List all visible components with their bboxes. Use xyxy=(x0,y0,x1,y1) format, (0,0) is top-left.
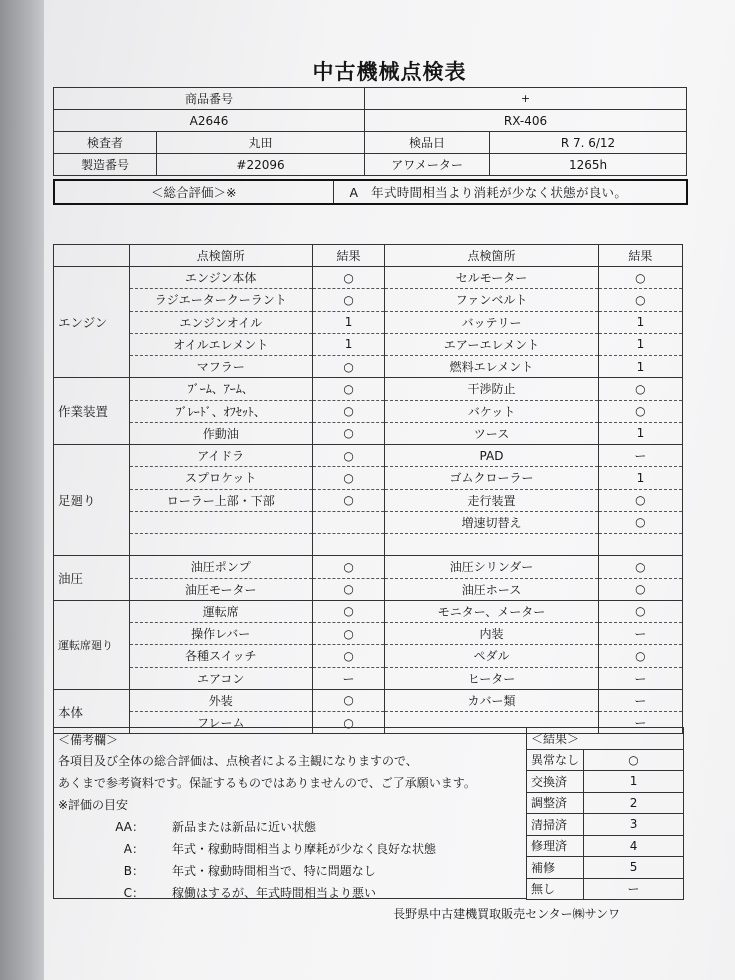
check-result: ○ xyxy=(312,689,384,711)
section-header-cell xyxy=(54,245,130,267)
criteria-text-c: 稼働はするが、年式時間相当より悪い xyxy=(172,886,377,900)
check-result: ○ xyxy=(312,600,384,622)
check-item: 運転席 xyxy=(129,600,312,622)
checklist-row xyxy=(54,333,683,355)
check-item: ﾌﾞｰﾑ、ｱｰﾑ、 xyxy=(129,378,312,400)
check-result: ー xyxy=(598,689,682,711)
checklist-row xyxy=(54,689,683,711)
check-item: 操作レバー xyxy=(129,623,312,645)
check-item: エンジンオイル xyxy=(129,311,312,333)
check-item: 外装 xyxy=(129,689,312,711)
checklist-row xyxy=(54,667,683,689)
check-result xyxy=(312,534,384,556)
check-result: ー xyxy=(312,667,384,689)
legend-label: 調整済 xyxy=(527,792,584,814)
check-item: エンジン本体 xyxy=(129,267,312,289)
check-item xyxy=(129,534,312,556)
checklist-row xyxy=(54,600,683,622)
inspection-checklist xyxy=(53,244,683,734)
check-result: ○ xyxy=(312,578,384,600)
inspector-label: 検査者 xyxy=(54,132,157,154)
checklist-row xyxy=(54,289,683,311)
result-header-1: 結果 xyxy=(312,245,384,267)
check-result: ○ xyxy=(598,289,682,311)
check-result: ー xyxy=(598,445,682,467)
check-result: ー xyxy=(598,623,682,645)
model-value: RX-406 xyxy=(365,110,687,132)
check-item: 干渉防止 xyxy=(385,378,599,400)
check-item: 各種スイッチ xyxy=(129,645,312,667)
check-item: ツース xyxy=(385,422,599,444)
legend-row xyxy=(527,749,684,771)
check-result: 1 xyxy=(312,311,384,333)
check-item: 油圧シリンダー xyxy=(385,556,599,578)
check-item: モニター、メーター xyxy=(385,600,599,622)
check-item: オイルエレメント xyxy=(129,333,312,355)
criteria-key-a: A： xyxy=(123,842,144,856)
plus-mark: + xyxy=(365,88,687,110)
checklist-row xyxy=(54,378,683,400)
machine-info-table xyxy=(53,87,687,176)
checklist-header-row xyxy=(54,245,683,267)
item-header-2: 点検箇所 xyxy=(385,245,599,267)
overall-evaluation-label: ＜総合評価＞※ xyxy=(54,180,333,204)
check-result: ー xyxy=(598,712,682,734)
hour-meter-value: 1265h xyxy=(490,154,687,176)
check-result: 1 xyxy=(312,333,384,355)
result-legend-body xyxy=(527,728,684,900)
inspector-value: 丸田 xyxy=(157,132,365,154)
check-item: 油圧モーター xyxy=(129,578,312,600)
section-label: 本体 xyxy=(54,689,130,734)
legend-label: 修理済 xyxy=(527,835,584,857)
checklist-row xyxy=(54,645,683,667)
check-result: ○ xyxy=(312,378,384,400)
notes-box xyxy=(53,727,526,899)
inspect-date-label: 検品日 xyxy=(365,132,490,154)
legend-code: 5 xyxy=(584,857,684,879)
legend-row xyxy=(527,792,684,814)
check-item: 作動油 xyxy=(129,422,312,444)
criteria-heading: ※評価の目安 xyxy=(58,798,129,812)
legend-code: 1 xyxy=(584,771,684,793)
legend-code: ○ xyxy=(584,749,684,771)
check-item: ファンベルト xyxy=(385,289,599,311)
legend-row xyxy=(527,857,684,879)
checklist-row xyxy=(54,445,683,467)
check-item: 油圧ポンプ xyxy=(129,556,312,578)
checklist-row xyxy=(54,578,683,600)
background-edge xyxy=(0,0,44,980)
check-item: ゴムクローラー xyxy=(385,467,599,489)
serial-label: 製造番号 xyxy=(54,154,157,176)
checklist-row xyxy=(54,534,683,556)
legend-heading: ＜結果＞ xyxy=(527,728,684,750)
check-result: 1 xyxy=(598,467,682,489)
check-result: ○ xyxy=(312,422,384,444)
notes-line-1: 各項目及び全体の総合評価は、点検者による主観になりますので、 xyxy=(58,754,418,768)
check-result: ○ xyxy=(312,267,384,289)
check-result: ○ xyxy=(598,556,682,578)
check-result: ○ xyxy=(312,289,384,311)
legend-row xyxy=(527,771,684,793)
check-item: 内装 xyxy=(385,623,599,645)
check-result: ○ xyxy=(598,400,682,422)
check-item: 油圧ホース xyxy=(385,578,599,600)
serial-value: #22096 xyxy=(157,154,365,176)
legend-code: 2 xyxy=(584,792,684,814)
legend-label: 清掃済 xyxy=(527,814,584,836)
section-label: エンジン xyxy=(54,267,130,378)
legend-row xyxy=(527,835,684,857)
section-label: 足廻り xyxy=(54,445,130,556)
legend-label: 異常なし xyxy=(527,749,584,771)
checklist-row xyxy=(54,267,683,289)
legend-row xyxy=(527,878,684,900)
check-result: 1 xyxy=(598,311,682,333)
criteria-key-b: B： xyxy=(123,864,144,878)
check-item: PAD xyxy=(385,445,599,467)
checklist-row xyxy=(54,511,683,533)
check-result: ○ xyxy=(312,556,384,578)
checklist-row xyxy=(54,623,683,645)
check-result: ○ xyxy=(598,645,682,667)
check-result: ○ xyxy=(312,400,384,422)
criteria-text-aa: 新品または新品に近い状態 xyxy=(172,820,317,834)
check-result: ○ xyxy=(598,267,682,289)
overall-evaluation-value: A 年式時間相当より消耗が少なく状態が良い。 xyxy=(349,185,628,200)
notes-line-2: あくまで参考資料です。保証するものではありませんので、ご了承願います。 xyxy=(58,776,476,790)
check-item: フレーム xyxy=(129,712,312,734)
checklist-row xyxy=(54,311,683,333)
check-item: アイドラ xyxy=(129,445,312,467)
check-result: 1 xyxy=(598,333,682,355)
check-item: バケット xyxy=(385,400,599,422)
checklist-row xyxy=(54,489,683,511)
check-item: スプロケット xyxy=(129,467,312,489)
check-result xyxy=(598,534,682,556)
check-item: マフラー xyxy=(129,356,312,378)
check-item: ペダル xyxy=(385,645,599,667)
company-footer: 長野県中古建機買取販売センター㈱サンワ xyxy=(393,907,620,921)
section-label: 運転席廻り xyxy=(54,600,130,689)
legend-code: 3 xyxy=(584,814,684,836)
checklist-row xyxy=(54,356,683,378)
check-item: カバー類 xyxy=(385,689,599,711)
check-result: 1 xyxy=(598,422,682,444)
product-no-label: 商品番号 xyxy=(54,88,365,110)
criteria-key-c: C： xyxy=(123,886,144,900)
check-item: バッテリー xyxy=(385,311,599,333)
check-item: 増速切替え xyxy=(385,511,599,533)
check-result: ○ xyxy=(598,511,682,533)
criteria-text-b: 年式・稼動時間相当で、特に問題なし xyxy=(172,864,376,878)
check-result: ○ xyxy=(312,712,384,734)
checklist-row xyxy=(54,422,683,444)
checklist-body xyxy=(54,245,683,734)
check-result: ○ xyxy=(598,378,682,400)
checklist-row xyxy=(54,556,683,578)
page-title: 中古機械点検表 xyxy=(312,60,467,84)
check-item: ラジエータークーラント xyxy=(129,289,312,311)
criteria-key-aa: AA： xyxy=(115,820,144,834)
check-result xyxy=(312,511,384,533)
result-header-2: 結果 xyxy=(598,245,682,267)
checklist-row xyxy=(54,400,683,422)
section-label: 作業装置 xyxy=(54,378,130,445)
check-item: エアーエレメント xyxy=(385,333,599,355)
check-result: ○ xyxy=(312,645,384,667)
hour-meter-label: アワメーター xyxy=(365,154,490,176)
check-item xyxy=(129,511,312,533)
check-item: 走行装置 xyxy=(385,489,599,511)
legend-row xyxy=(527,814,684,836)
check-result: ○ xyxy=(598,578,682,600)
check-item: エアコン xyxy=(129,667,312,689)
check-item: 燃料エレメント xyxy=(385,356,599,378)
check-result: 1 xyxy=(598,356,682,378)
check-result: ○ xyxy=(312,356,384,378)
product-no-value: A2646 xyxy=(54,110,365,132)
check-item xyxy=(385,534,599,556)
check-result: ○ xyxy=(312,489,384,511)
legend-label: 交換済 xyxy=(527,771,584,793)
check-result: ○ xyxy=(598,489,682,511)
check-result: ○ xyxy=(312,467,384,489)
notes-heading: ＜備考欄＞ xyxy=(58,733,119,747)
legend-code: 4 xyxy=(584,835,684,857)
item-header-1: 点検箇所 xyxy=(129,245,312,267)
check-result: ○ xyxy=(312,445,384,467)
check-item: ヒーター xyxy=(385,667,599,689)
check-item: セルモーター xyxy=(385,267,599,289)
result-legend xyxy=(526,727,684,900)
criteria-text-a: 年式・稼動時間相当より摩耗が少なく良好な状態 xyxy=(172,842,437,856)
check-item: ﾌﾞﾚｰﾄﾞ、ｵﾌｾｯﾄ、 xyxy=(129,400,312,422)
legend-code: ー xyxy=(584,878,684,900)
checklist-row xyxy=(54,467,683,489)
check-result: ー xyxy=(598,667,682,689)
check-result: ○ xyxy=(312,623,384,645)
check-result: ○ xyxy=(598,600,682,622)
check-item: ローラー上部・下部 xyxy=(129,489,312,511)
section-label: 油圧 xyxy=(54,556,130,601)
inspect-date-value: R 7. 6/12 xyxy=(490,132,687,154)
legend-label: 補修 xyxy=(527,857,584,879)
overall-evaluation xyxy=(53,179,688,205)
legend-label: 無し xyxy=(527,878,584,900)
